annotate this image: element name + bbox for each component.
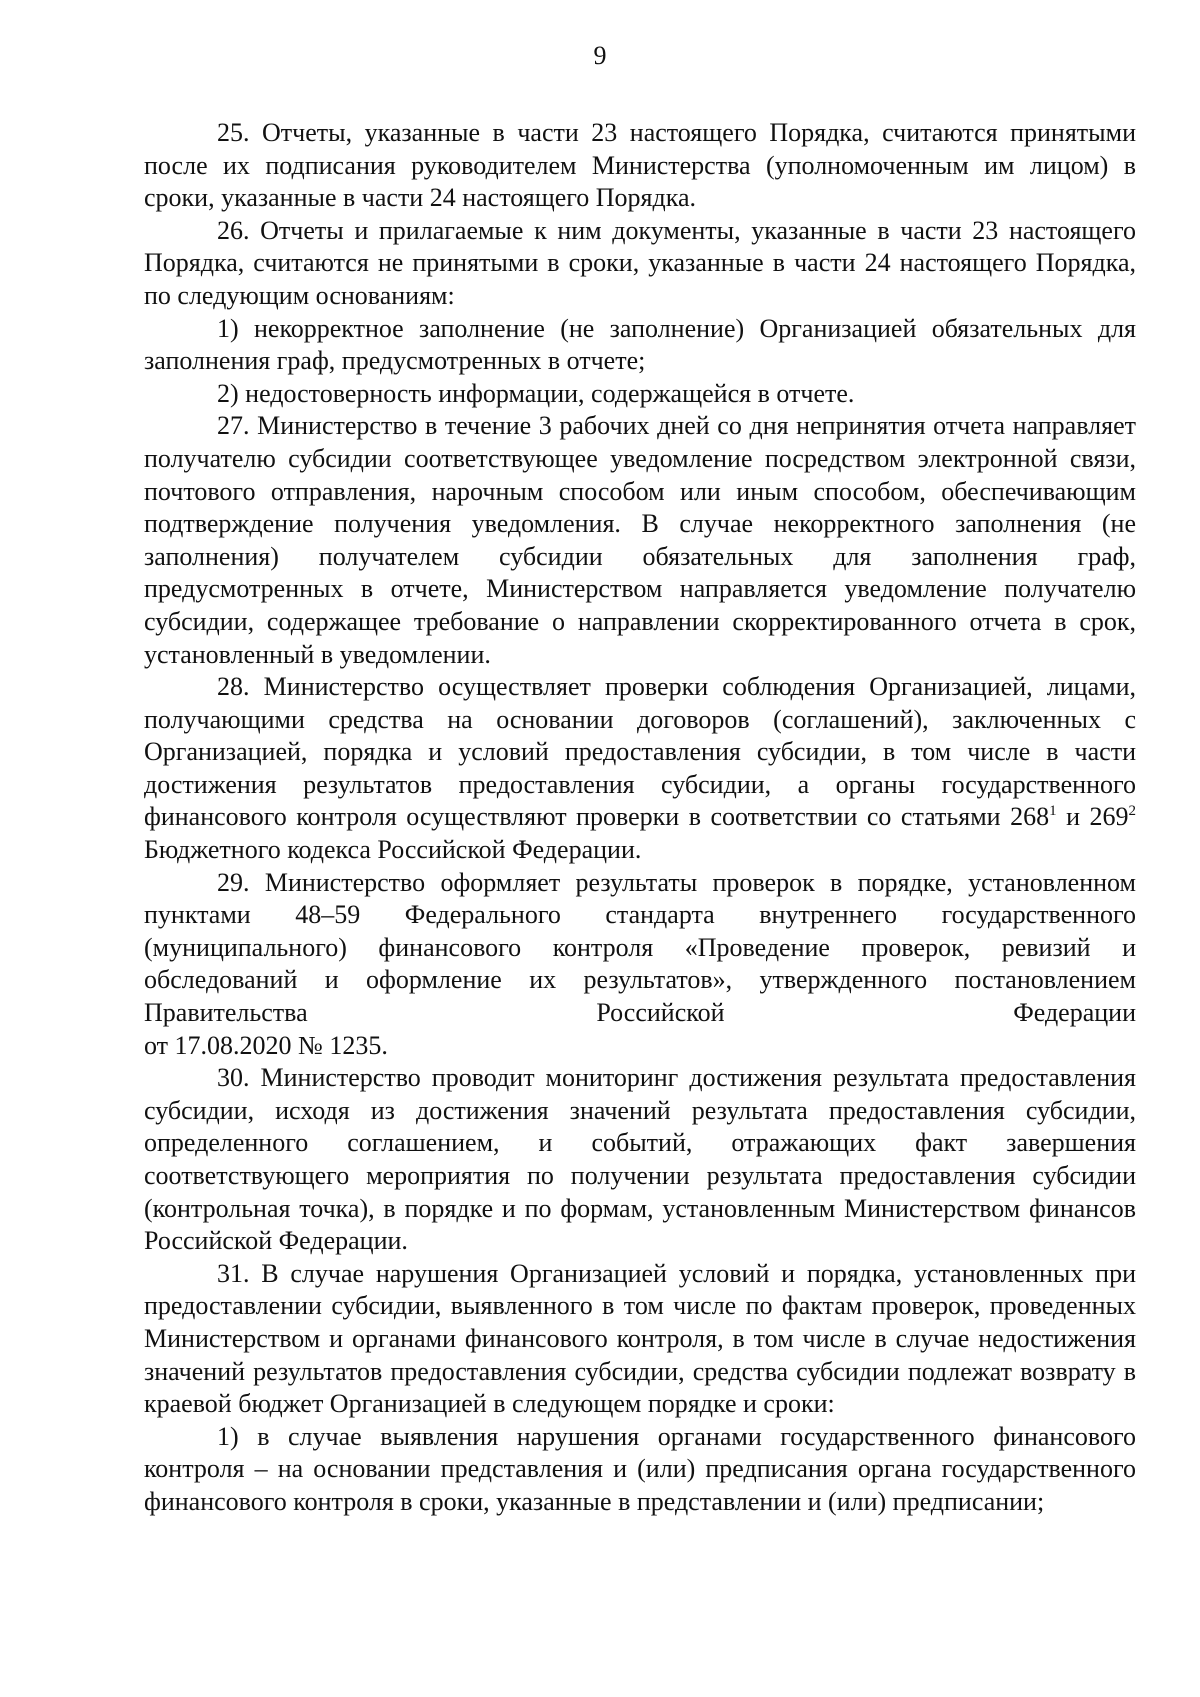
- paragraph-28: [144, 671, 1136, 867]
- paragraph-31: 31. В случае нарушения Организацией условий и порядка, установленных при предоставлении субсидии, выявленного в том числе по фактам проверок, проведенных Министерством и органами финансового контроля, в том числе в случае недостижения значений результатов предоставления субсидии, средства субсидии подлежат возврату в краевой бюджет Организацией в следующем порядке и сроки:: [144, 1258, 1136, 1419]
- paragraph-26: 26. Отчеты и прилагаемые к ним документы, указанные в части 23 настоящего Порядка, считаются не принятыми в сроки, указанные в части 24 настоящего Порядка, по следующим основаниям:: [144, 215, 1136, 310]
- paragraph-29-date: от 17.08.2020 № 1235.: [144, 1030, 388, 1060]
- paragraph-28-text-2: и 269: [1056, 802, 1129, 832]
- article-268-superscript: 1: [1049, 803, 1057, 820]
- paragraph-28-text-1: 28. Министерство осуществляет проверки соблюдения Организацией, лицами, получающими средства на основании договоров (соглашений), заключенных с Организацией, порядка и условий предоставления субсидии, в том числе в части достижения результатов предоставления субсидии, а органы государственного финансового контроля осуществляют проверки в соответствии со статьями 268: [144, 672, 1136, 832]
- paragraph-29: 29. Министерство оформляет результаты проверок в порядке, установленном пунктами 48–59 Федерального стандарта внутреннего государственного (муниципального) финансового контроля «Проведение проверок, ревизий и обследований и оформление их результатов», утвержденного постановлением Правительства Российской Федерации: [144, 867, 1136, 1028]
- paragraph-26-item-1: 1) некорректное заполнение (не заполнение) Организацией обязательных для заполнения граф, предусмотренных в отчете;: [144, 313, 1136, 376]
- page-number: 9: [593, 41, 607, 70]
- paragraph-28-text-3: Бюджетного кодекса Российской Федерации.: [144, 835, 642, 865]
- paragraph-25: 25. Отчеты, указанные в части 23 настоящего Порядка, считаются принятыми после их подписания руководителем Министерства (уполномоченным им лицом) в сроки, указанные в части 24 настоящего Порядка.: [144, 118, 1136, 213]
- paragraph-31-item-1: 1) в случае выявления нарушения органами государственного финансового контроля – на основании представления и (или) предписания органа государственного финансового контроля в сроки, указанные в представлении и (или) предписании;: [144, 1421, 1136, 1516]
- paragraph-30: 30. Министерство проводит мониторинг достижения результата предоставления субсидии, исходя из достижения значений результата предоставления субсидии, определенного соглашением, и событий, отражающих факт завершения соответствующего мероприятия по получении результата предоставления субсидии (контрольная точка), в порядке и по формам, установленным Министерством финансов Российской Федерации.: [144, 1063, 1136, 1256]
- paragraph-27: 27. Министерство в течение 3 рабочих дней со дня непринятия отчета направляет получателю субсидии соответствующее уведомление посредством электронной связи, почтового отправления, нарочным способом или иным способом, обеспечивающим подтверждение получения уведомления. В случае некорректного заполнения (не заполнения) получателем субсидии обязательных для заполнения граф, предусмотренных в отчете, Министерством направляется уведомление получателю субсидии, содержащее требование о направлении скорректированного отчета в срок, установленный в уведомлении.: [144, 411, 1136, 669]
- document-body: [144, 117, 1136, 1519]
- paragraph-26-item-2: 2) недостоверность информации, содержащейся в отчете.: [217, 378, 855, 408]
- article-269-superscript: 2: [1128, 803, 1137, 820]
